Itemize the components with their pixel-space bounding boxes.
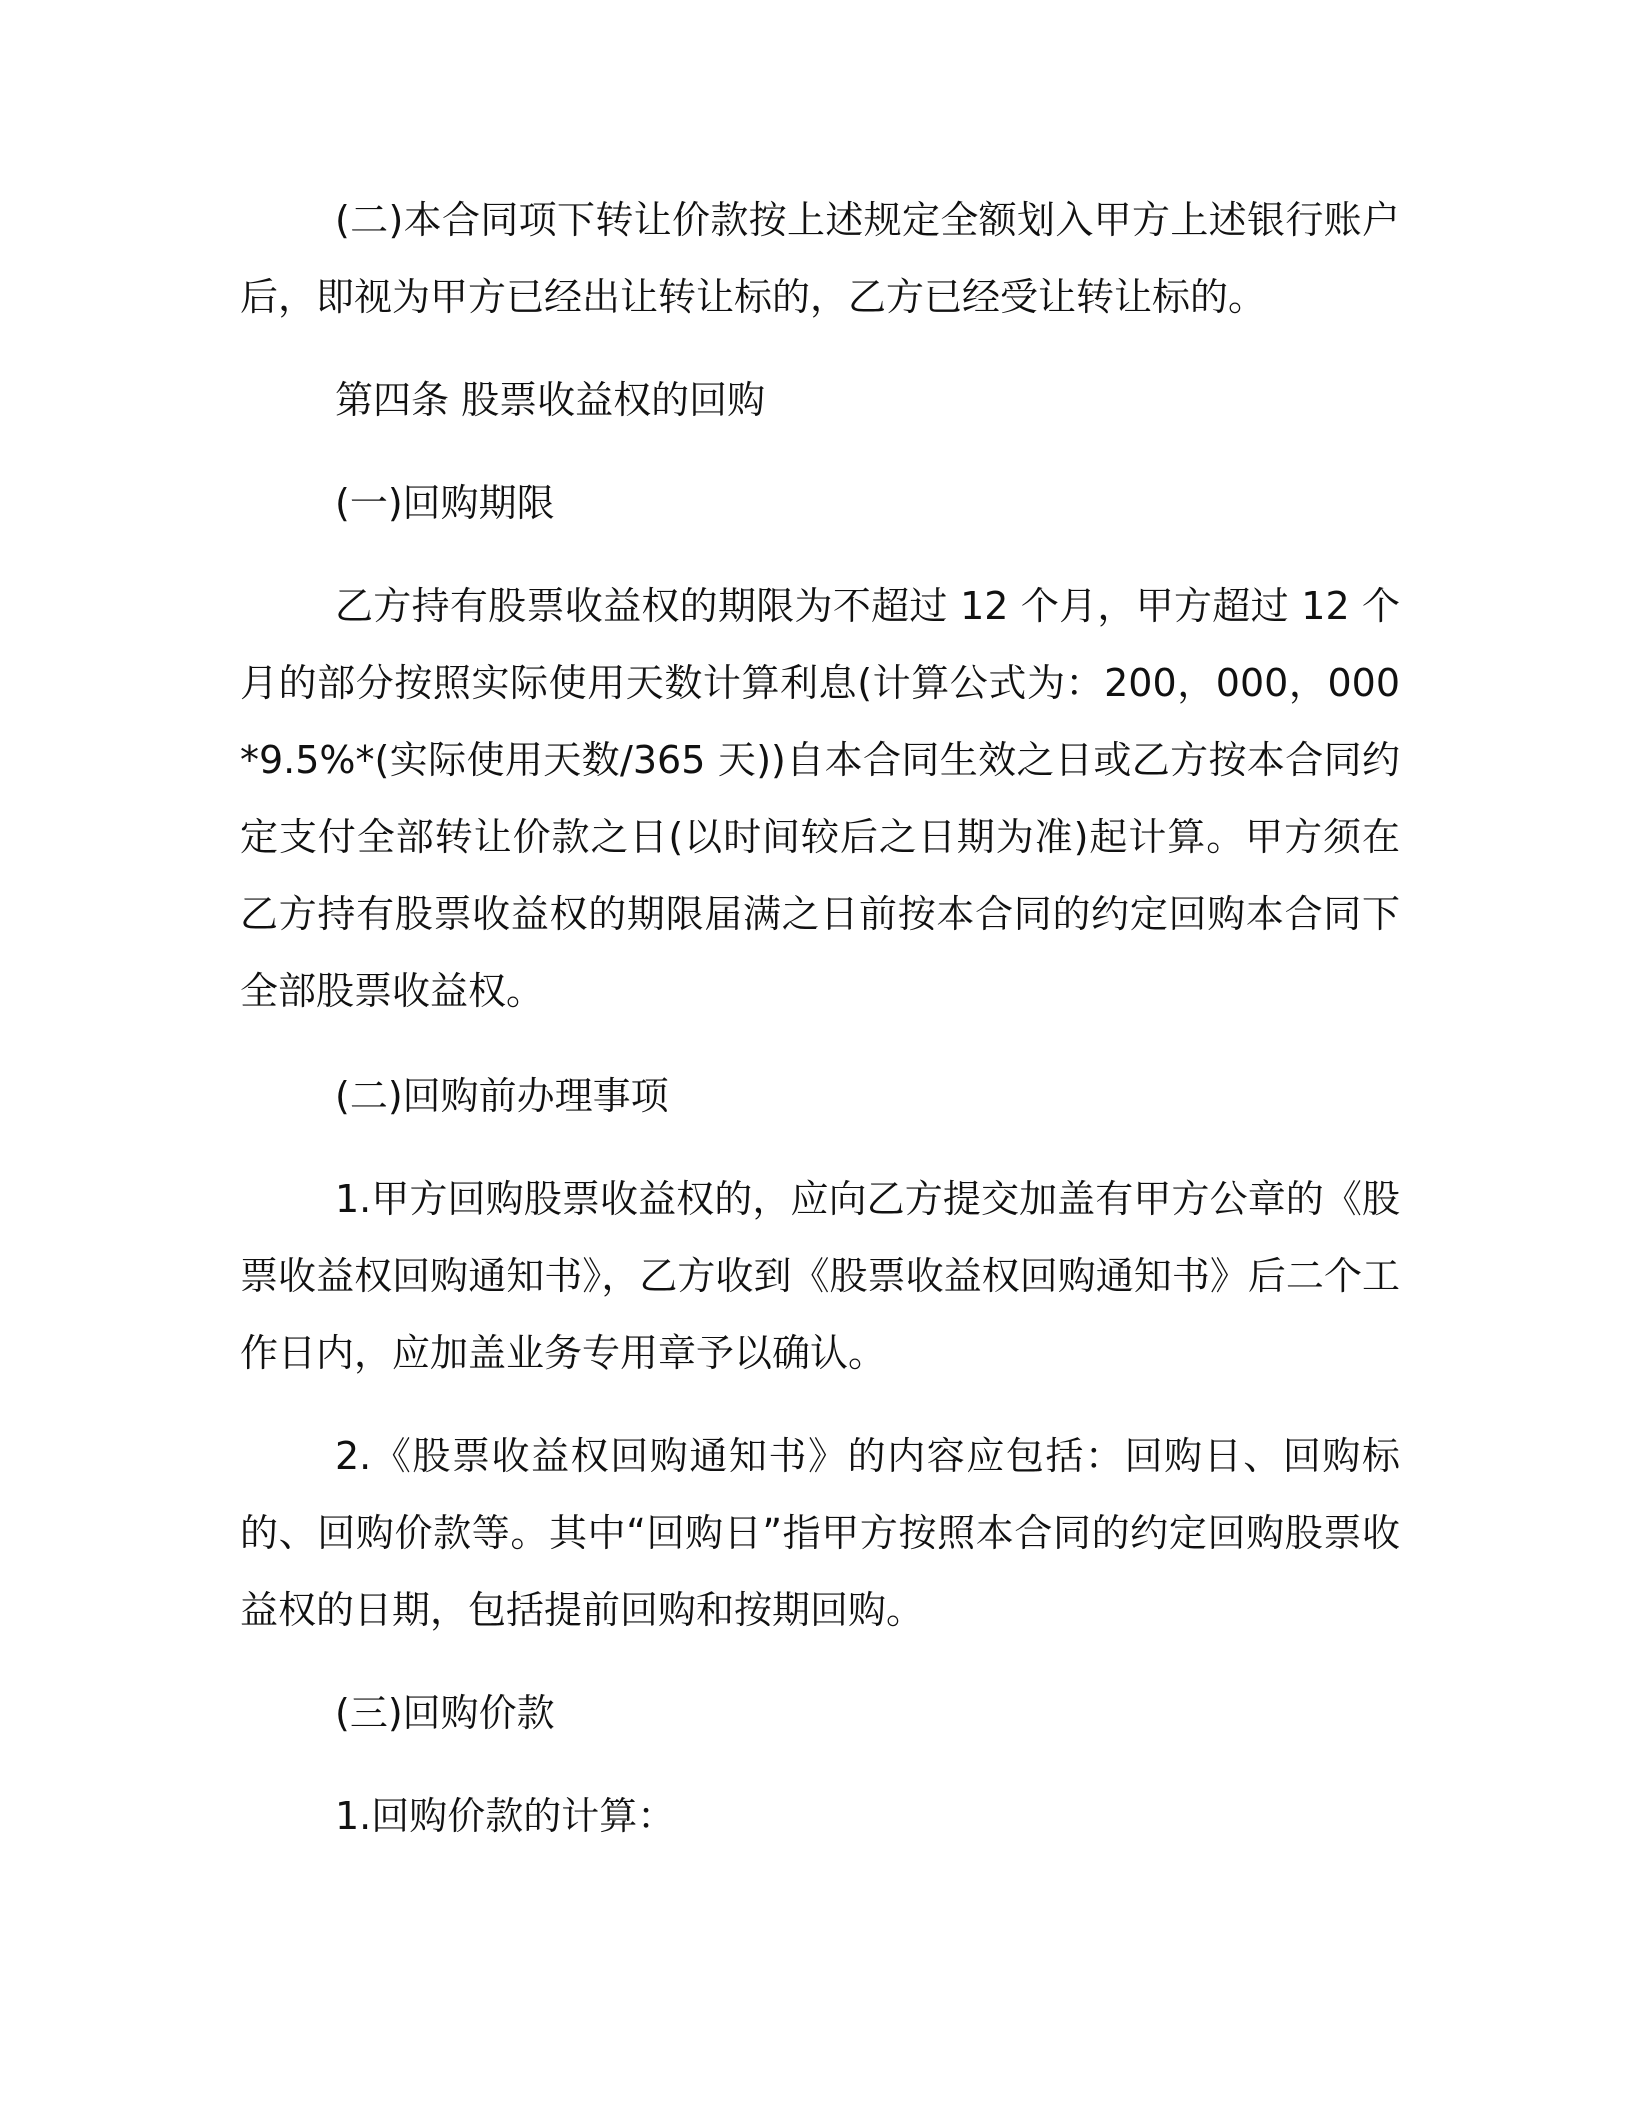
paragraph-price-calculation: 1.回购价款的计算： [335,1794,676,1838]
document-body [240,182,1400,1855]
paragraph-repurchase-term: 乙方持有股票收益权的期限为不超过 12 个月，甲方超过 12 个月的部分按照实际使用天数计算利息(计算公式为：200，000，000*9.5%*(实际使用天数/365 天))自本合同生效之日或乙方按本合同约定支付全部转让价款之日(以时间较后之日期为准)起计算。甲方须在乙方持有股票收益权的期限届满之日前按本合同的约定回购本合同下全部股票收益权。 [240,584,1400,1013]
section-repurchase-term-heading: (一)回购期限 [335,481,555,525]
section-repurchase-price-heading: (三)回购价款 [335,1691,555,1735]
article-four-heading: 第四条 股票收益权的回购 [335,378,766,422]
paragraph-transfer-completion: (二)本合同项下转让价款按上述规定全额划入甲方上述银行账户后，即视为甲方已经出让转让标的，乙方已经受让转让标的。 [240,198,1400,319]
paragraph-repurchase-notice: 1.甲方回购股票收益权的，应向乙方提交加盖有甲方公章的《股票收益权回购通知书》，乙方收到《股票收益权回购通知书》后二个工作日内，应加盖业务专用章予以确认。 [240,1177,1400,1375]
section-pre-repurchase-heading: (二)回购前办理事项 [335,1074,669,1118]
paragraph-notice-contents: 2.《股票收益权回购通知书》的内容应包括：回购日、回购标的、回购价款等。其中“回购日”指甲方按照本合同的约定回购股票收益权的日期，包括提前回购和按期回购。 [240,1434,1400,1632]
